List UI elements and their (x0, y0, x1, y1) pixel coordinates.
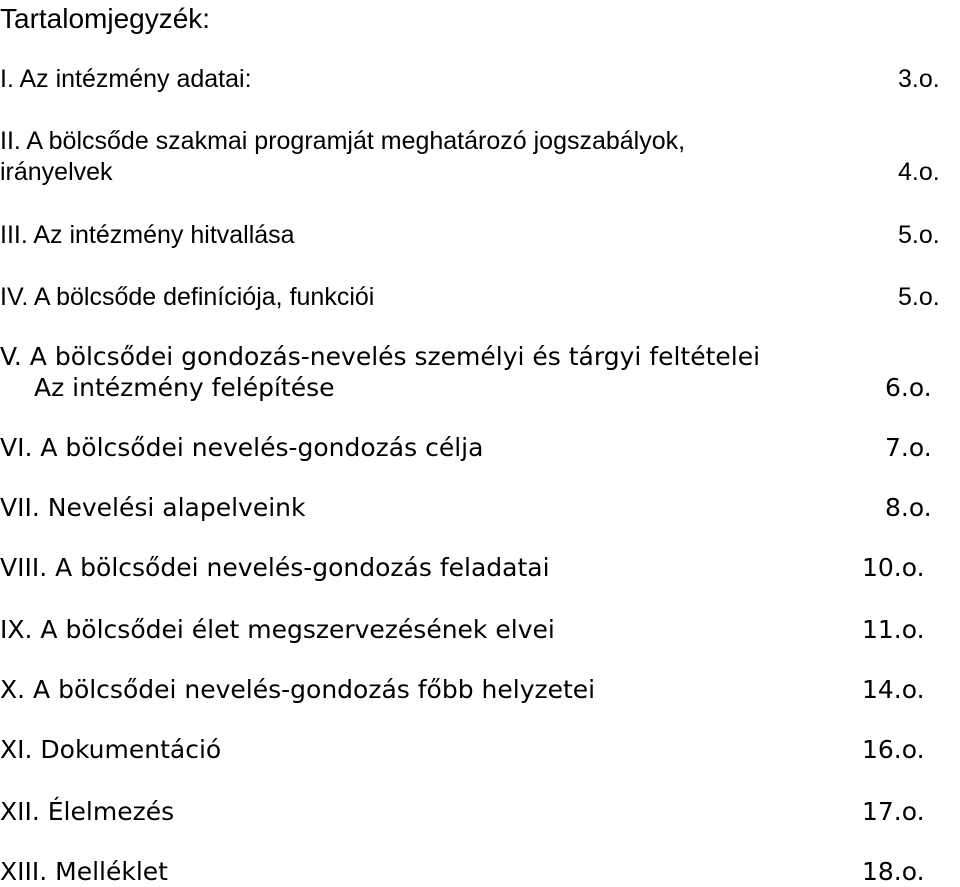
toc-entry-label: V. A bölcsődei gondozás-nevelés személyi és tárgyi feltételei (0, 342, 761, 371)
toc-entry-page: 3.o. (898, 65, 940, 93)
toc-entry-page: 14.o. (862, 675, 925, 704)
toc-entry-page: 10.o. (862, 553, 925, 582)
toc-entry-page: 6.o. (885, 373, 932, 402)
toc-entry-label: III. Az intézmény hitvallása (0, 221, 295, 249)
toc-entry-label: XII. Élelmezés (0, 797, 175, 826)
toc-entry-label: I. Az intézmény adatai: (0, 65, 252, 93)
toc-entry-page: 8.o. (885, 493, 932, 522)
toc-entry-label: IX. A bölcsődei élet megszervezésének elvei (0, 615, 555, 644)
toc-entry-label: VII. Nevelési alapelveink (0, 493, 306, 522)
toc-entry-page: 5.o. (898, 283, 940, 311)
toc-entry-label: XIII. Melléklet (0, 857, 168, 886)
toc-entry-label-continued: irányelvek (0, 158, 113, 186)
toc-entry-label: IV. A bölcsőde definíciója, funkciói (0, 283, 375, 311)
toc-entry-page: 17.o. (862, 797, 925, 826)
toc-entry-page: 7.o. (885, 433, 932, 462)
toc-entry-label: VI. A bölcsődei nevelés-gondozás célja (0, 433, 484, 462)
toc-entry-label: VIII. A bölcsődei nevelés-gondozás feladatai (0, 553, 550, 582)
toc-entry-label: XI. Dokumentáció (0, 735, 222, 764)
toc-entry-page: 18.o. (862, 857, 925, 886)
toc-entry-label: II. A bölcsőde szakmai programját meghatározó jogszabályok, (0, 127, 686, 155)
toc-entry-page: 16.o. (862, 735, 925, 764)
toc-entry-page: 5.o. (898, 221, 940, 249)
toc-title: Tartalomjegyzék: (0, 3, 211, 34)
toc-entry-page: 11.o. (862, 615, 925, 644)
toc-entry-label: X. A bölcsődei nevelés-gondozás főbb helyzetei (0, 675, 596, 704)
toc-entry-label-continued: Az intézmény felépítése (34, 373, 335, 402)
toc-entry-page: 4.o. (898, 158, 940, 186)
